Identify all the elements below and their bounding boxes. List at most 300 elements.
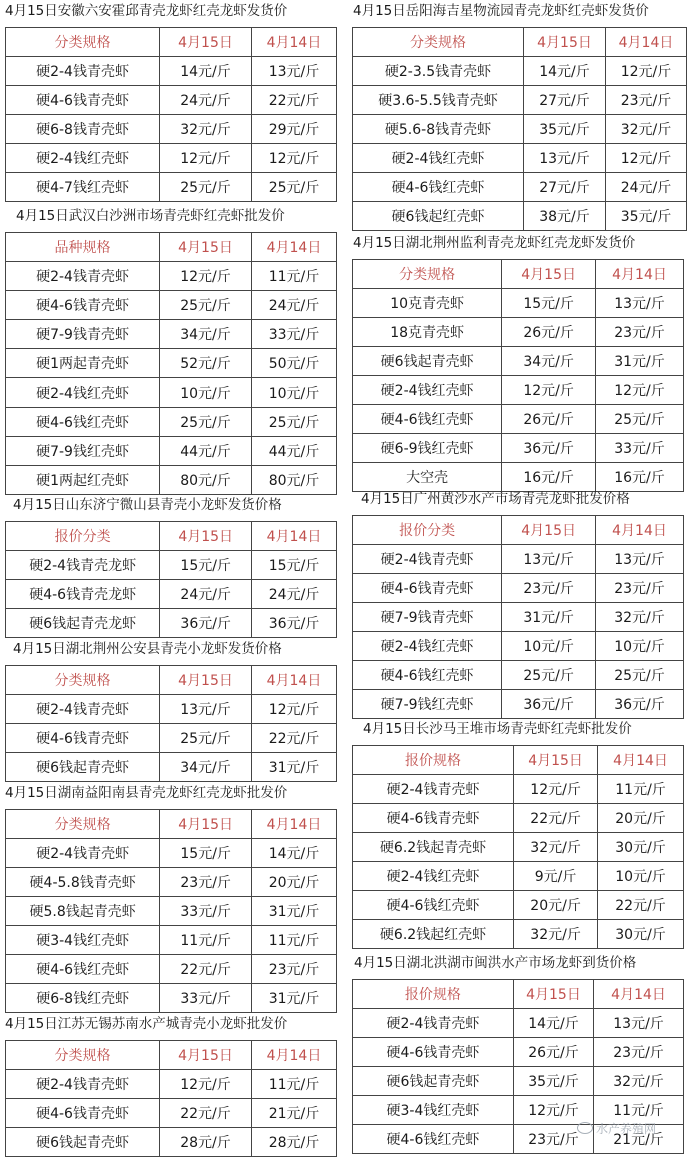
header-cell: 4月15日 [160, 1041, 252, 1070]
header-cell: 报价分类 [353, 516, 502, 545]
price-cell: 33元/斤 [160, 897, 252, 926]
header-cell: 4月15日 [160, 522, 252, 551]
price-cell: 32元/斤 [605, 115, 686, 144]
price-cell: 34元/斤 [160, 320, 252, 349]
header-cell: 4月15日 [160, 666, 252, 695]
table-row [353, 891, 684, 920]
price-table [352, 979, 684, 1154]
price-cell: 80元/斤 [251, 465, 336, 494]
price-cell: 33元/斤 [160, 984, 252, 1013]
header-cell: 4月15日 [502, 516, 596, 545]
price-cell: 25元/斤 [596, 661, 684, 690]
spec-cell: 硬6钱起青壳虾 [6, 1128, 160, 1157]
price-cell: 23元/斤 [596, 318, 684, 347]
spec-cell: 硬6-8钱红壳虾 [6, 984, 160, 1013]
table-row [6, 868, 337, 897]
table-row [353, 1067, 684, 1096]
spec-cell: 硬2-4钱红壳虾 [353, 376, 502, 405]
table-row [6, 926, 337, 955]
price-cell: 20元/斤 [252, 868, 337, 897]
header-cell: 分类规格 [353, 260, 502, 289]
spec-cell: 硬4-5.8钱青壳虾 [6, 868, 160, 897]
table-row [6, 86, 337, 115]
table-row [353, 545, 684, 574]
price-cell: 22元/斤 [251, 724, 336, 753]
price-cell: 32元/斤 [160, 115, 252, 144]
spec-cell: 硬7-9钱红壳虾 [353, 690, 502, 719]
header-cell: 4月14日 [596, 260, 684, 289]
price-cell: 16元/斤 [502, 463, 596, 492]
price-cell: 36元/斤 [502, 434, 596, 463]
spec-cell: 硬6钱起青壳虾 [353, 1067, 514, 1096]
table-row [353, 1096, 684, 1125]
price-block [3, 205, 339, 489]
price-cell: 28元/斤 [160, 1128, 252, 1157]
table-row [353, 144, 687, 173]
spec-cell: 硬3-4钱红壳虾 [353, 1096, 514, 1125]
price-cell: 35元/斤 [605, 202, 686, 231]
table-row [6, 1099, 337, 1128]
price-cell: 33元/斤 [596, 434, 684, 463]
spec-cell: 硬2-4钱青壳虾 [6, 695, 160, 724]
table-title: 4月15日安徽六安霍邱青壳龙虾红壳龙虾发货价 [5, 3, 288, 19]
table-title: 4月15日湖北荆州监利青壳龙虾红壳龙虾发货价 [353, 235, 636, 251]
header-cell: 4月14日 [251, 28, 336, 57]
table-header-row [353, 260, 684, 289]
price-cell: 32元/斤 [594, 1067, 684, 1096]
table-title: 4月15日山东济宁微山县青壳小龙虾发货价格 [13, 497, 282, 513]
table-title: 4月15日湖南益阳南县青壳龙虾红壳龙虾批发价 [5, 785, 288, 801]
spec-cell: 硬4-6钱红壳虾 [353, 1125, 514, 1154]
price-cell: 21元/斤 [594, 1125, 684, 1154]
price-cell: 20元/斤 [598, 804, 684, 833]
price-cell: 12元/斤 [514, 775, 598, 804]
price-block [3, 0, 339, 196]
price-cell: 13元/斤 [251, 57, 336, 86]
header-cell: 品种规格 [6, 233, 160, 262]
table-row [6, 580, 337, 609]
header-cell: 4月15日 [513, 980, 593, 1009]
table-row [6, 724, 337, 753]
table-title: 4月15日江苏无锡苏南水产城青壳小龙虾批发价 [5, 1016, 288, 1032]
price-cell: 30元/斤 [598, 833, 684, 862]
price-cell: 33元/斤 [251, 320, 336, 349]
price-cell: 52元/斤 [160, 349, 252, 378]
table-row [6, 609, 337, 638]
table-row [6, 1070, 337, 1099]
header-cell: 4月14日 [251, 1041, 336, 1070]
header-cell: 4月15日 [524, 28, 606, 57]
price-cell: 23元/斤 [160, 868, 252, 897]
header-cell: 4月15日 [514, 746, 598, 775]
price-cell: 23元/斤 [594, 1038, 684, 1067]
price-cell: 26元/斤 [513, 1038, 593, 1067]
table-row [353, 1125, 684, 1154]
price-cell: 25元/斤 [160, 407, 252, 436]
spec-cell: 硬7-9钱红壳虾 [6, 436, 160, 465]
price-block [350, 488, 688, 713]
price-block [3, 782, 339, 1007]
price-cell: 23元/斤 [502, 574, 596, 603]
price-cell: 10元/斤 [502, 632, 596, 661]
header-cell: 4月14日 [605, 28, 686, 57]
price-table [5, 521, 337, 638]
spec-cell: 硬4-6钱青壳虾 [353, 1038, 514, 1067]
table-row [353, 804, 684, 833]
spec-cell: 硬2-4钱青壳虾 [6, 839, 160, 868]
price-table [352, 259, 684, 492]
table-row [6, 144, 337, 173]
price-cell: 24元/斤 [251, 291, 336, 320]
header-cell: 分类规格 [6, 666, 160, 695]
spec-cell: 硬4-6钱青壳虾 [6, 1099, 160, 1128]
table-title: 4月15日湖北洪湖市闽洪水产市场龙虾到货价格 [354, 955, 637, 971]
price-cell: 12元/斤 [513, 1096, 593, 1125]
spec-cell: 硬6钱起青壳虾 [353, 347, 502, 376]
price-cell: 25元/斤 [251, 407, 336, 436]
price-cell: 16元/斤 [596, 463, 684, 492]
spec-cell: 硬4-6钱青壳虾 [353, 804, 514, 833]
price-cell: 15元/斤 [502, 289, 596, 318]
spec-cell: 硬4-7钱红壳虾 [6, 173, 160, 202]
table-header-row [353, 746, 684, 775]
spec-cell: 18克青壳虾 [353, 318, 502, 347]
spec-cell: 硬6钱起青壳虾 [6, 753, 160, 782]
price-cell: 29元/斤 [251, 115, 336, 144]
table-row [353, 173, 687, 202]
price-cell: 31元/斤 [252, 984, 337, 1013]
spec-cell: 硬1两起青壳虾 [6, 349, 160, 378]
price-cell: 14元/斤 [160, 57, 252, 86]
table-row [6, 984, 337, 1013]
table-header-row [353, 516, 684, 545]
price-cell: 13元/斤 [594, 1009, 684, 1038]
header-cell: 4月14日 [252, 810, 337, 839]
price-cell: 23元/斤 [605, 86, 686, 115]
price-cell: 36元/斤 [502, 690, 596, 719]
price-cell: 24元/斤 [160, 86, 252, 115]
table-row [6, 436, 337, 465]
price-cell: 25元/斤 [502, 661, 596, 690]
header-cell: 4月14日 [596, 516, 684, 545]
spec-cell: 硬5.8钱起青壳虾 [6, 897, 160, 926]
table-row [6, 378, 337, 407]
table-row [6, 291, 337, 320]
table-row [6, 955, 337, 984]
header-cell: 报价规格 [353, 980, 514, 1009]
price-block [350, 232, 688, 486]
price-cell: 12元/斤 [502, 376, 596, 405]
header-cell: 分类规格 [6, 810, 160, 839]
price-cell: 13元/斤 [502, 545, 596, 574]
table-row [6, 349, 337, 378]
header-cell: 4月15日 [502, 260, 596, 289]
price-cell: 25元/斤 [251, 173, 336, 202]
table-row [353, 775, 684, 804]
table-title: 4月15日武汉白沙洲市场青壳虾红壳虾批发价 [16, 208, 285, 224]
spec-cell: 硬4-6钱红壳虾 [353, 891, 514, 920]
spec-cell: 硬6钱起青壳龙虾 [6, 609, 160, 638]
table-row [353, 920, 684, 949]
price-cell: 11元/斤 [251, 1070, 336, 1099]
price-cell: 31元/斤 [596, 347, 684, 376]
table-row [353, 115, 687, 144]
price-cell: 12元/斤 [251, 144, 336, 173]
table-title: 4月15日湖北荆州公安县青壳小龙虾发货价格 [13, 641, 282, 657]
price-cell: 50元/斤 [251, 349, 336, 378]
price-cell: 10元/斤 [160, 378, 252, 407]
price-cell: 10元/斤 [596, 632, 684, 661]
table-row [353, 86, 687, 115]
spec-cell: 硬2-4钱红壳虾 [353, 862, 514, 891]
table-row [353, 376, 684, 405]
spec-cell: 硬2-4钱青壳虾 [6, 57, 160, 86]
price-cell: 35元/斤 [524, 115, 606, 144]
price-cell: 12元/斤 [160, 262, 252, 291]
price-cell: 32元/斤 [596, 603, 684, 632]
spec-cell: 硬6-9钱红壳虾 [353, 434, 502, 463]
table-row [353, 603, 684, 632]
price-cell: 21元/斤 [251, 1099, 336, 1128]
spec-cell: 硬6.2钱起青壳虾 [353, 833, 514, 862]
price-cell: 13元/斤 [596, 289, 684, 318]
table-header-row [6, 233, 337, 262]
price-cell: 11元/斤 [160, 926, 252, 955]
price-block [3, 494, 339, 632]
table-title: 4月15日长沙马王堆市场青壳虾红壳虾批发价 [363, 721, 632, 737]
price-block [350, 0, 688, 225]
price-table [5, 232, 337, 495]
header-cell: 4月14日 [251, 233, 336, 262]
price-cell: 25元/斤 [596, 405, 684, 434]
table-row [6, 551, 337, 580]
table-title: 4月15日岳阳海吉星物流园青壳龙虾红壳虾发货价 [353, 3, 649, 19]
table-row [6, 173, 337, 202]
price-cell: 24元/斤 [252, 580, 337, 609]
spec-cell: 硬4-6钱青壳虾 [353, 574, 502, 603]
price-cell: 31元/斤 [252, 897, 337, 926]
price-cell: 13元/斤 [524, 144, 606, 173]
table-row [6, 465, 337, 494]
header-cell: 4月14日 [252, 522, 337, 551]
spec-cell: 硬2-4钱青壳龙虾 [6, 551, 160, 580]
spec-cell: 硬1两起红壳虾 [6, 465, 160, 494]
price-cell: 23元/斤 [252, 955, 337, 984]
price-block [3, 1013, 339, 1151]
spec-cell: 硬6-8钱青壳虾 [6, 115, 160, 144]
price-cell: 23元/斤 [596, 574, 684, 603]
price-cell: 15元/斤 [252, 551, 337, 580]
price-cell: 32元/斤 [514, 920, 598, 949]
spec-cell: 硬2-4钱红壳虾 [6, 144, 160, 173]
price-cell: 36元/斤 [160, 609, 252, 638]
spec-cell: 硬4-6钱青壳虾 [6, 724, 160, 753]
header-cell: 分类规格 [6, 1041, 160, 1070]
table-row [353, 405, 684, 434]
price-table [352, 27, 687, 231]
price-cell: 36元/斤 [596, 690, 684, 719]
spec-cell: 硬7-9钱青壳虾 [6, 320, 160, 349]
table-row [353, 1038, 684, 1067]
table-row [353, 690, 684, 719]
table-row [6, 695, 337, 724]
price-table [5, 809, 337, 1013]
price-cell: 12元/斤 [160, 144, 252, 173]
price-cell: 12元/斤 [605, 144, 686, 173]
table-row [6, 897, 337, 926]
header-cell: 4月14日 [251, 666, 336, 695]
price-cell: 12元/斤 [596, 376, 684, 405]
price-cell: 12元/斤 [605, 57, 686, 86]
price-cell: 11元/斤 [251, 262, 336, 291]
table-header-row [6, 28, 337, 57]
table-row [353, 833, 684, 862]
price-cell: 34元/斤 [502, 347, 596, 376]
spec-cell: 硬4-6钱青壳虾 [6, 86, 160, 115]
table-row [353, 289, 684, 318]
price-cell: 22元/斤 [160, 1099, 252, 1128]
price-cell: 23元/斤 [513, 1125, 593, 1154]
table-row [6, 1128, 337, 1157]
spec-cell: 硬2-4钱青壳虾 [6, 262, 160, 291]
price-cell: 36元/斤 [252, 609, 337, 638]
price-cell: 80元/斤 [160, 465, 252, 494]
price-cell: 14元/斤 [513, 1009, 593, 1038]
price-cell: 14元/斤 [252, 839, 337, 868]
spec-cell: 硬4-6钱红壳虾 [353, 661, 502, 690]
price-cell: 24元/斤 [160, 580, 252, 609]
price-cell: 25元/斤 [160, 724, 252, 753]
table-row [6, 407, 337, 436]
table-header-row [353, 28, 687, 57]
price-table [5, 1040, 337, 1157]
price-cell: 30元/斤 [598, 920, 684, 949]
price-table [5, 665, 337, 782]
price-cell: 28元/斤 [251, 1128, 336, 1157]
price-cell: 44元/斤 [251, 436, 336, 465]
table-row [353, 318, 684, 347]
table-header-row [6, 1041, 337, 1070]
price-cell: 22元/斤 [598, 891, 684, 920]
price-cell: 15元/斤 [160, 839, 252, 868]
price-cell: 20元/斤 [514, 891, 598, 920]
price-cell: 26元/斤 [502, 405, 596, 434]
table-row [6, 115, 337, 144]
table-row [6, 753, 337, 782]
header-cell: 分类规格 [353, 28, 524, 57]
spec-cell: 硬2-4钱青壳虾 [353, 775, 514, 804]
price-cell: 27元/斤 [524, 173, 606, 202]
spec-cell: 硬2-4钱青壳虾 [353, 545, 502, 574]
table-row [353, 202, 687, 231]
price-cell: 12元/斤 [251, 695, 336, 724]
table-row [6, 839, 337, 868]
spec-cell: 硬2-4钱青壳虾 [353, 1009, 514, 1038]
price-table [352, 745, 684, 949]
spec-cell: 硬4-6钱青壳虾 [6, 291, 160, 320]
header-cell: 4月15日 [160, 233, 252, 262]
price-cell: 35元/斤 [513, 1067, 593, 1096]
price-cell: 10元/斤 [598, 862, 684, 891]
spec-cell: 硬4-6钱红壳虾 [353, 405, 502, 434]
price-cell: 14元/斤 [524, 57, 606, 86]
spec-cell: 硬6.2钱起红壳虾 [353, 920, 514, 949]
header-cell: 4月14日 [594, 980, 684, 1009]
price-block [3, 638, 339, 776]
table-title: 4月15日广州黄沙水产市场青壳龙虾批发价格 [361, 491, 630, 507]
table-header-row [353, 980, 684, 1009]
price-cell: 25元/斤 [160, 173, 252, 202]
table-row [6, 262, 337, 291]
spec-cell: 硬2-4钱红壳虾 [353, 632, 502, 661]
spec-cell: 大空壳 [353, 463, 502, 492]
price-cell: 12元/斤 [160, 1070, 252, 1099]
table-row [353, 57, 687, 86]
header-cell: 4月15日 [160, 28, 252, 57]
header-cell: 分类规格 [6, 28, 160, 57]
price-cell: 25元/斤 [160, 291, 252, 320]
spec-cell: 硬4-6钱红壳虾 [6, 407, 160, 436]
table-header-row [6, 666, 337, 695]
price-cell: 13元/斤 [596, 545, 684, 574]
table-row [353, 1009, 684, 1038]
price-cell: 11元/斤 [598, 775, 684, 804]
price-table [352, 515, 684, 719]
price-cell: 31元/斤 [251, 753, 336, 782]
spec-cell: 硬2-3.5钱青壳虾 [353, 57, 524, 86]
table-row [6, 320, 337, 349]
header-cell: 4月14日 [598, 746, 684, 775]
price-cell: 32元/斤 [514, 833, 598, 862]
table-row [6, 57, 337, 86]
price-cell: 24元/斤 [605, 173, 686, 202]
header-cell: 4月15日 [160, 810, 252, 839]
table-row [353, 434, 684, 463]
spec-cell: 硬3.6-5.5钱青壳虾 [353, 86, 524, 115]
price-cell: 44元/斤 [160, 436, 252, 465]
table-row [353, 661, 684, 690]
price-cell: 34元/斤 [160, 753, 252, 782]
spec-cell: 硬2-4钱红壳虾 [6, 378, 160, 407]
price-cell: 22元/斤 [251, 86, 336, 115]
table-header-row [6, 810, 337, 839]
price-cell: 11元/斤 [252, 926, 337, 955]
spec-cell: 硬4-6钱红壳虾 [353, 173, 524, 202]
spec-cell: 硬2-4钱红壳虾 [353, 144, 524, 173]
table-row [353, 574, 684, 603]
price-cell: 27元/斤 [524, 86, 606, 115]
table-row [353, 347, 684, 376]
price-cell: 26元/斤 [502, 318, 596, 347]
price-table [5, 27, 337, 202]
price-cell: 38元/斤 [524, 202, 606, 231]
header-cell: 报价规格 [353, 746, 514, 775]
header-cell: 报价分类 [6, 522, 160, 551]
price-cell: 22元/斤 [514, 804, 598, 833]
spec-cell: 硬4-6钱青壳龙虾 [6, 580, 160, 609]
table-header-row [6, 522, 337, 551]
spec-cell: 硬3-4钱红壳虾 [6, 926, 160, 955]
spec-cell: 硬7-9钱青壳虾 [353, 603, 502, 632]
watermark-text: 水产养殖网 [595, 1122, 656, 1136]
spec-cell: 硬4-6钱红壳虾 [6, 955, 160, 984]
price-cell: 15元/斤 [160, 551, 252, 580]
spec-cell: 硬5.6-8钱青壳虾 [353, 115, 524, 144]
price-cell: 22元/斤 [160, 955, 252, 984]
price-cell: 11元/斤 [594, 1096, 684, 1125]
price-cell: 9元/斤 [514, 862, 598, 891]
price-cell: 10元/斤 [251, 378, 336, 407]
